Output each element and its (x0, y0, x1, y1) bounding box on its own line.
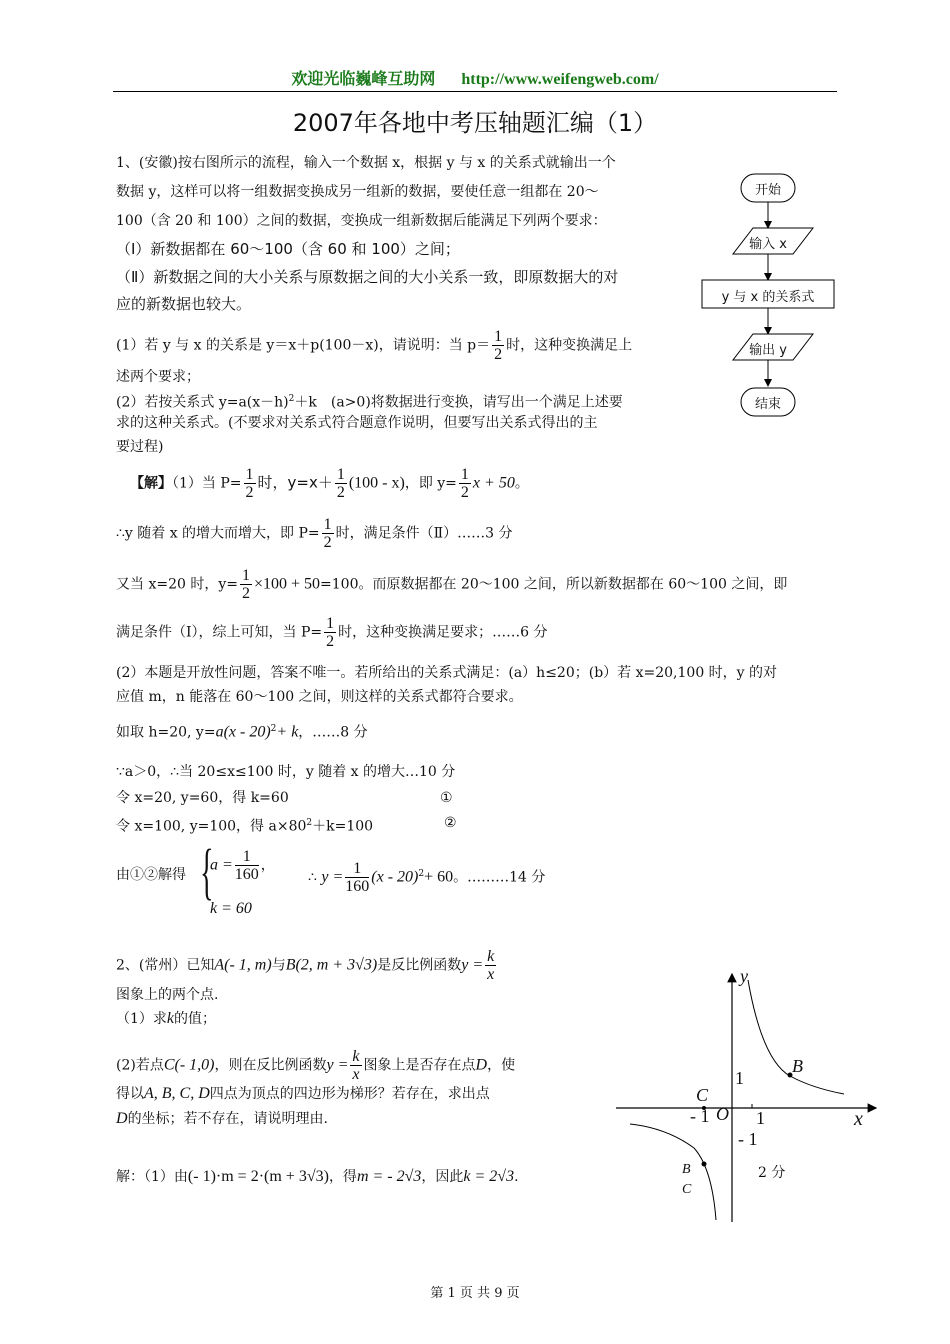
sol1-line-3 (116, 567, 787, 602)
tick-label-y-neg1: - 1 (738, 1129, 758, 1149)
fraction-half: $\frac{1}{2}$ (494, 328, 503, 363)
superscript: 2 (418, 868, 425, 879)
text: 满足条件（Ⅰ），综上可知，当 P= (116, 624, 323, 641)
math: k = 2√3 (463, 1168, 515, 1185)
tick-label-x-1: 1 (756, 1108, 765, 1128)
flow-output-label: 输出 y (749, 343, 787, 358)
site-name: 欢迎光临巍峰互助网 (291, 69, 436, 88)
flow-start-label: 开始 (754, 183, 781, 198)
q1-requirement-1: （Ⅰ）新数据都在 60～100（含 60 和 100）之间； (116, 240, 460, 258)
fraction: $\frac{1}{160}$ (234, 848, 259, 883)
header-rule (113, 91, 837, 92)
math: x + 50 (472, 474, 515, 492)
solution-label: 【解】 (130, 475, 172, 492)
text: 时，这种变换满足要求；……6 分 (338, 624, 548, 641)
text: ＋k=100 (312, 818, 374, 835)
text: 令 x=100, y=100，得 a×80 (116, 818, 307, 835)
text: 。 (514, 475, 529, 492)
q2-line-5 (116, 1085, 490, 1103)
q1-part1-line-c: 述两个要求； (116, 369, 200, 385)
text: ， (260, 857, 275, 874)
page-header (0, 66, 950, 89)
text: 四点为顶点的四边形为梯形？若存在，求出点 (209, 1086, 490, 1102)
fraction-half: $\frac{1}{2}$ (326, 615, 335, 650)
text: ，因此 (421, 1169, 464, 1185)
math: (x - 20) (371, 868, 419, 886)
superscript: 2 (288, 394, 295, 404)
math: a = (210, 856, 233, 874)
text: ∴y 随着 x 的增大而增大，即 P= (116, 525, 320, 542)
text: 是反比例函数 (377, 957, 462, 974)
point-A (702, 1162, 707, 1167)
text: 与 (271, 957, 286, 974)
sol1-line-10 (116, 814, 373, 836)
text: ，……8 分 (298, 724, 368, 741)
math: y = (461, 956, 484, 974)
math: B(2, m + 3√3) (285, 956, 378, 974)
math: D (116, 1110, 128, 1127)
math: + 60 (424, 868, 454, 886)
flow-relation-label: y 与 x 的关系式 (721, 290, 815, 305)
math: (100 - x) (348, 474, 405, 492)
sol1-line-1 (130, 466, 529, 501)
text: 的值； (174, 1011, 217, 1027)
math: C(- 1,0) (163, 1056, 215, 1074)
q1-part1-text: (1）若 y 与 x 的关系是 y＝x＋p(100－x)，请说明：当 p＝ (116, 337, 491, 354)
text: 图象上是否存在点 (363, 1057, 476, 1074)
text: 如取 h=20, y= (116, 724, 216, 741)
circle-1: ① (440, 790, 453, 806)
q2-solution-line (116, 1168, 519, 1186)
text: 时，y=x＋ (257, 473, 333, 492)
math: y = (326, 1056, 349, 1074)
q1-intro-2: 数据 y，这样可以将一组数据变换成另一组新的数据，要使任意一组都在 20～ (116, 184, 599, 200)
page-footer: 第 1 页 共 9 页 (430, 1286, 520, 1301)
fraction-half: $\frac{1}{2}$ (241, 567, 250, 602)
text: ，使 (487, 1057, 516, 1074)
math: k (166, 1010, 175, 1027)
superscript: 2 (270, 724, 277, 734)
brace: { (200, 838, 214, 906)
sol1-solved-label: 由①②解得 (116, 867, 186, 883)
q1-intro-1: 1、(安徽)按右图所示的流程，输入一个数据 x，根据 y 与 x 的关系式就输出一个 (116, 155, 616, 171)
fraction-k-x: $\frac{k}{x}$ (352, 1048, 360, 1083)
q2-line-4 (116, 1048, 515, 1083)
text: 的坐标；若不存在，请说明理由. (127, 1111, 329, 1127)
text: 又当 x=20 时，y= (116, 576, 238, 593)
text: ，则在反比例函数 (214, 1057, 327, 1074)
tick-label-y-1: 1 (735, 1068, 744, 1088)
text: ，即 y= (404, 475, 457, 492)
fraction: $\frac{1}{160}$ (345, 860, 370, 895)
text: 解：（1）由 (116, 1169, 188, 1185)
fraction-half: $\frac{1}{2}$ (245, 466, 254, 501)
text: (2)若点 (116, 1057, 164, 1074)
circle-2: ② (444, 815, 457, 831)
tick-label-x-neg1: - 1 (690, 1106, 710, 1126)
q1-part1-text-b: 时，这种变换满足上 (506, 337, 633, 354)
math: a(x - 20) (215, 723, 271, 741)
x-axis-label: x (854, 1108, 863, 1130)
q1-intro-3: 100（含 20 和 100）之间的数据，变换成一组新数据后能满足下列两个要求： (116, 213, 607, 229)
sol1-line-6: 应值 m，n 能落在 60～100 之间，则这样的关系式都符合要求。 (116, 689, 523, 705)
math: (- 1)·m = 2·(m + 3√3) (187, 1168, 329, 1185)
hyperbola-branch-2 (630, 1124, 716, 1220)
origin-label: O (716, 1104, 729, 1124)
text: 得以 (116, 1086, 144, 1102)
fraction-half: $\frac{1}{2}$ (323, 516, 332, 551)
math: m = - 2√3 (356, 1168, 422, 1185)
text: 2、(常州）已知 (116, 957, 215, 974)
sol1-line-5: (2）本题是开放性问题，答案不唯一。若所给出的关系式满足：(a）h≤20；(b）若 x=20,100 时，y 的对 (116, 665, 778, 681)
math: A, B, C, D (144, 1085, 210, 1102)
label-B-lower: B (682, 1162, 691, 1177)
page-title: 2007年各地中考压轴题汇编（1） (292, 109, 658, 137)
fraction-half: $\frac{1}{2}$ (336, 466, 345, 501)
q2-line-1 (116, 948, 498, 983)
text: 时，满足条件（Ⅱ）……3 分 (335, 525, 513, 542)
y-axis-label: y (740, 966, 748, 986)
q2-line-3 (116, 1010, 216, 1028)
math: A(- 1, m) (214, 956, 272, 974)
q1-requirement-2a: （Ⅱ）新数据之间的大小关系与原数据之间的大小关系一致，即原数据大的对 (116, 268, 619, 286)
text: 。………14 分 (453, 869, 546, 886)
label-B: B (792, 1056, 803, 1076)
score-label: 2 分 (758, 1165, 786, 1181)
label-C-lower: C (682, 1182, 692, 1197)
q1-part2-line-d: 要过程) (116, 439, 164, 455)
text: 令 x=20, y=60，得 k=60 (116, 790, 289, 806)
y-equation (308, 860, 545, 895)
text: . (514, 1169, 519, 1185)
q1-part2-line-c: 求的这种关系式。(不要求对关系式符合题意作说明，但要写出关系式得出的主 (116, 415, 598, 431)
label-C: C (696, 1085, 709, 1105)
text: =100。而原数据都在 20～100 之间，所以新数据都在 60～100 之间，即 (320, 576, 788, 593)
sol1-line-4 (116, 615, 548, 650)
fraction-k-x: $\frac{k}{x}$ (487, 948, 495, 983)
q1-part2-text: (2）若按关系式 y=a(x－h) (116, 394, 289, 411)
q2-line-6 (116, 1110, 328, 1128)
flow-input-label: 输入 x (749, 237, 787, 252)
q1-part2-text-b: ＋k (a>0)将数据进行变换，请写出一个满足上述要 (294, 394, 623, 411)
hyperbola-graph (612, 968, 884, 1226)
fraction-half: $\frac{1}{2}$ (460, 466, 469, 501)
q1-requirement-2b: 应的新数据也较大。 (116, 295, 252, 313)
math: + k (276, 723, 299, 741)
math: k = 60 (210, 900, 252, 917)
sol1-line-8: ∵a＞0，∴当 20≤x≤100 时，y 随着 x 的增大…10 分 (116, 764, 456, 780)
math: ×100 + 50 (253, 575, 321, 593)
k-equation (210, 900, 252, 918)
sol1-line-2 (116, 516, 513, 551)
superscript: 2 (306, 818, 313, 828)
q1-part2-line-a (116, 390, 623, 412)
text: ∴ (308, 869, 317, 886)
math: D (475, 1056, 488, 1074)
math: y = (321, 868, 344, 886)
q1-part1-line (116, 328, 632, 363)
flow-end-label: 结束 (754, 397, 781, 412)
site-url[interactable]: http://www.weifengweb.com/ (461, 71, 659, 88)
sol1-line-7 (116, 720, 368, 742)
text: （1）当 P= (172, 475, 242, 492)
a-equation (210, 848, 275, 883)
text: （1）求 (116, 1011, 167, 1027)
text: ，得 (328, 1169, 357, 1185)
q2-line-2: 图象上的两个点. (116, 987, 219, 1003)
sol1-line-9 (116, 789, 289, 807)
